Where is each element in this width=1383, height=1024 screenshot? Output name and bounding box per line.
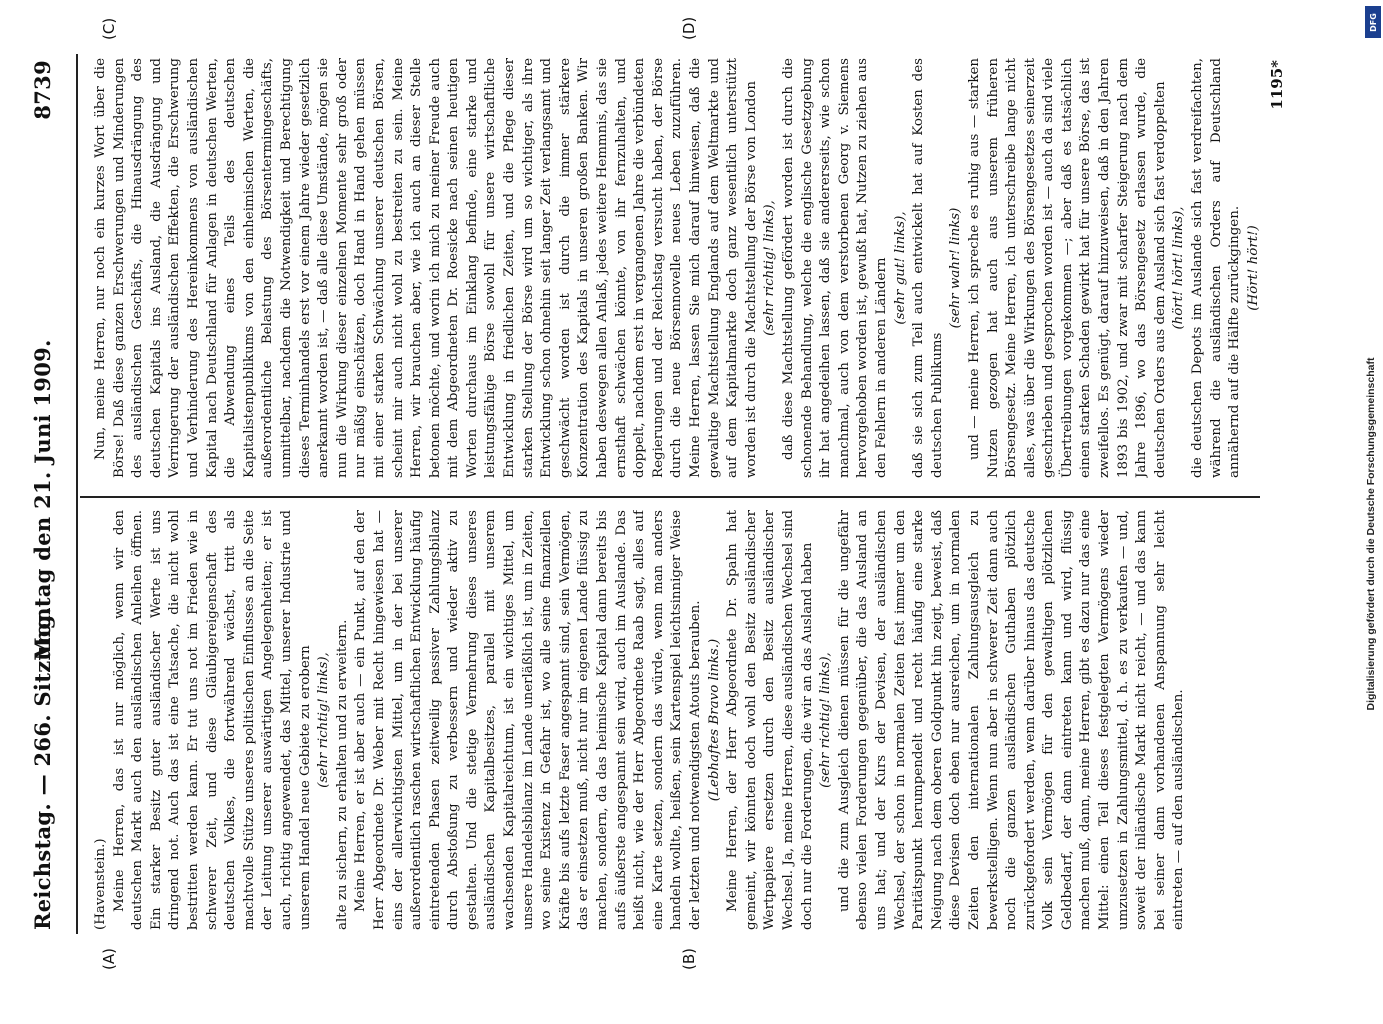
paragraph: (Havenstein.) bbox=[93, 838, 108, 930]
column-divider bbox=[80, 496, 1260, 498]
header-rule bbox=[76, 54, 78, 934]
paragraph: (sehr gut! links), bbox=[892, 211, 908, 325]
dfg-logo: DFG bbox=[1365, 6, 1381, 38]
paragraph: (sehr richtig! links), bbox=[818, 652, 834, 788]
paragraph: Meine Herren, das ist nur möglich, wenn wir den deutschen Markt auch den ausländischen Anleihen öffnen. Ein starker Besitz guter ausländischer Werte ist uns dringend not. Auch das ist eine Tatsache, die nicht wohl bestritten werden kann. Er tut uns not im Frieden wie in schwerer Zeit, und diese Gläubigereigenschaft des deutschen Volkes, die fortwährend wächst, tritt als machtvolle Stütze unseres politischen Einflusses an die Seite der Leitung unserer auswärtigen Angelegenheiten; er ist auch, richtig angewendet, das Mittel, unserer Industrie und unserem Handel neue Gebiete zu erobern bbox=[111, 510, 313, 930]
paragraph: daß diese Machtstellung gefördert worden ist durch die schonende Behandlung, welche die englische Gesetzgebung ihr hat angedeihen lassen, daß sie andererseits, wie schon manchmal, auch von dem verstorbenen Georg v. Siemens hervorgehoben worden ist, gewußt hat, Nutzen zu ziehen aus den Fehlern in anderen Ländern bbox=[780, 58, 889, 478]
paragraph: die deutschen Depots im Auslande sich fast verdreifachten, während die ausländischen Orders auf Deutschland annähernd auf die Hälfte zurückgingen. bbox=[1190, 58, 1243, 478]
paragraph: und die zum Ausgleich dienen müssen für die ungefähr ebenso vielen Forderungen gegenüber, die das Ausland an uns hat; und der Kurs der Devisen, der ausländischen Wechsel, der schon in normalen Zeiten fast immer um den Paritätspunkt herumpendelt und recht häufig eine starke Neigung nach dem oberen Goldpunkt hin zeigt, beweist, daß diese Devisen doch eben nur ausreichen, um in normalen Zeiten den internationalen Zahlungsausgleich zu bewerkstelligen. Wenn nun aber in schwerer Zeit dann auch noch die ganzen ausländischen Guthaben plötzlich zurückgefordert werden, wenn darüber hinaus das deutsche Volk sein Vermögen für den gewaltigen plötzlichen Geldbedarf, der dann eintreten kann und wird, flüssig machen muß, dann, meine Herren, gibt es dazu nur das eine Mittel: einen Teil dieses festgelegten Vermögens wieder umzusetzen in Zahlungsmittel, d. h. es zu verkaufen — und, soweit der inländische Markt nicht reicht, — und das kann bei seiner dann vorhandenen Anspannung sehr leicht eintreten — auf den ausländischen. bbox=[836, 510, 1187, 930]
header-session: Reichstag. — 266. Sitzung. bbox=[30, 606, 55, 930]
dfg-credit-text: Digitalisierung gefördert durch die Deutsche Forschungsgemeinschaft bbox=[1365, 357, 1377, 711]
margin-mark-c: (C) bbox=[100, 17, 118, 40]
left-column bbox=[92, 510, 1262, 930]
margin-mark-d: (D) bbox=[680, 16, 698, 40]
paragraph: Nun, meine Herren, nur noch ein kurzes Wort über die Börse! Daß diese ganzen Erschwerungen und Minderungen des ausländischen Geschäfts, die Hinausdrängung des deutschen Kapitals ins Ausland, die Ausdrängung und Verringerung der ausländischen Effekten, die Erschwerung und Verhinderung des Hereinkommens von ausländischen Kapital nach Deutschland für Anlagen in deutschen Werten, die Abwendung eines Teils des deutschen Kapitalistenpublikums von den einheimischen Werten, die außerordentliche Belastung des Börsentermingeschäfts, unmittelbar, nachdem die Notwendigkeit und Berechtigung dieses Terminhandels erst vor einem Jahre wieder gesetzlich anerkannt worden ist, — daß alle diese Umstände, mögen sie nun die Wirkung dieser einzelnen Momente sehr groß oder nur mäßig einschätzen, doch Hand in Hand gehen müssen mit einer starken Schwächung unserer deutschen Börsen, scheint mir auch nicht wohl zu bestreiten zu sein. Meine Herren, wir brauchen aber, wie ich auch an dieser Stelle betonen möchte, und worin ich mich zu meiner Freude auch mit dem Abgeordneten Dr. Roesicke nach seinen heutigen Worten durchaus im Einklang befinde, eine starke und leistungsfähige Börse sowohl für unsere wirtschaftliche Entwicklung in friedlichen Zeiten, und die Pflege dieser starken Stellung der Börse wird um so wichtiger, als ihre Entwicklung schon ohnehin seit langer Zeit verlangsamt und geschwächt worden ist durch die immer stärkere Konzentration des Kapitals in unseren großen Banken. Wir haben deswegen allen Anlaß, jedes weitere Hemmnis, das sie ernsthaft schwächen könnte, von ihr fernzuhalten, und doppelt, nachdem erst in vergangenen Jahre die verbündeten Regierungen und der Reichstag versucht haben, der Börse durch die neue Börsennovelle neues Leben zuzuführen. Meine Herren, lassen Sie mich darauf hinweisen, daß die gewaltige Machtstellung Englands auf dem Weltmarkte und auf dem Kapitalmarkte doch ganz wesentlich unterstützt worden ist durch die Machtstellung der Börse von London bbox=[93, 58, 759, 478]
margin-mark-a: (A) bbox=[100, 948, 118, 970]
page-footer-signature: 1195* bbox=[1268, 60, 1286, 110]
paragraph: (hört! hört! links), bbox=[1171, 206, 1187, 330]
paragraph: Meine Herren, er ist aber auch — ein Punkt, auf den der Herr Abgeordnete Dr. Weber mit Recht hingewiesen hat — eins der allerwichtigsten Mittel, um in der bei unserer außerordentlich raschen wirtschaftlichen Entwicklung häufig eintretenden Phasen zeitweilig passiver Zahlungsbilanz durch Abstoßung zu verbessern und wieder aktiv zu gestalten. Und die stetige Vermehrung dieses unseres ausländischen Kapitalbesitzes, parallel mit unserem wachsenden Kapitalreichtum, ist ein wichtiges Mittel, um unsere Handelsbilanz im Lande unerläßlich ist, um in Zeiten, wo seine Existenz in Gefahr ist, wo alle seine finanziellen Kräfte bis aufs letzte Faser angespannt sind, sein Vermögen, das er einsetzen muß, nicht nur im eigenen Lande flüssig zu machen, sondern, da das heimische Kapital dann bereits bis aufs äußerste angespannt sein wird, auch im Auslande. Das heißt nicht, wie der Herr Abgeordnete Raab sagt, alles auf eine Karte setzen, sondern das würde, wenn man anders handeln wollte, heißen, sein Kartenspiel leichtsinniger Weise der letzten und notwendigsten Atouts berauben. bbox=[353, 510, 703, 930]
paragraph: Meine Herren, der Herr Abgeordnete Dr. Spahn hat gemeint, wir könnten doch wohl den Besitz ausländischer Wertpapiere ersetzen durch den Besitz ausländischer Wechsel. Ja, meine Herren, diese ausländischen Wechsel sind doch nur die Forderungen, die wir an das Ausland haben bbox=[725, 510, 815, 930]
dfg-sidebar bbox=[1365, 6, 1381, 986]
paragraph: (Hört! hört!) bbox=[1245, 225, 1261, 311]
paragraph: (sehr wahr! links) bbox=[948, 207, 964, 329]
header-date: Montag den 21. Juni 1909. bbox=[30, 339, 55, 661]
right-column bbox=[92, 58, 1262, 478]
paragraph: (Lebhaftes Bravo links.) bbox=[706, 638, 722, 802]
margin-mark-b: (B) bbox=[680, 948, 698, 970]
paragraph: und — meine Herren, ich spreche es ruhig aus — starken Nutzen gezogen hat auch aus unserem früheren Börsengesetz. Meine Herren, ich unterschreibe lange nicht alles, was über die Wirkungen des Börsengesetzes seinerzeit geschrieben und gesprochen worden ist — auch da sind viele Übertreibungen vorgekommen —; aber daß es tatsächlich einen starken Schaden gewirkt hat für unsere Börse, das ist zweifellos. Es genügt, darauf hinzuweisen, daß in den Jahren 1893 bis 1902, und zwar mit scharfer Steigerung nach dem Jahre 1896, wo das Börsengesetz erlassen wurde, die deutschen Orders aus dem Ausland sich fast verdoppelten bbox=[966, 58, 1168, 478]
paragraph: alte zu sichern, zu erhalten und zu erweitern. bbox=[334, 619, 350, 930]
header-page-number: 8739 bbox=[30, 60, 55, 120]
paragraph: (sehr richtig! links), bbox=[316, 652, 332, 788]
page-header bbox=[30, 0, 70, 1000]
paragraph: daß sie sich zum Teil auch entwickelt hat auf Kosten des deutschen Publikums bbox=[911, 58, 945, 478]
paragraph: (sehr richtig! links), bbox=[762, 200, 778, 336]
